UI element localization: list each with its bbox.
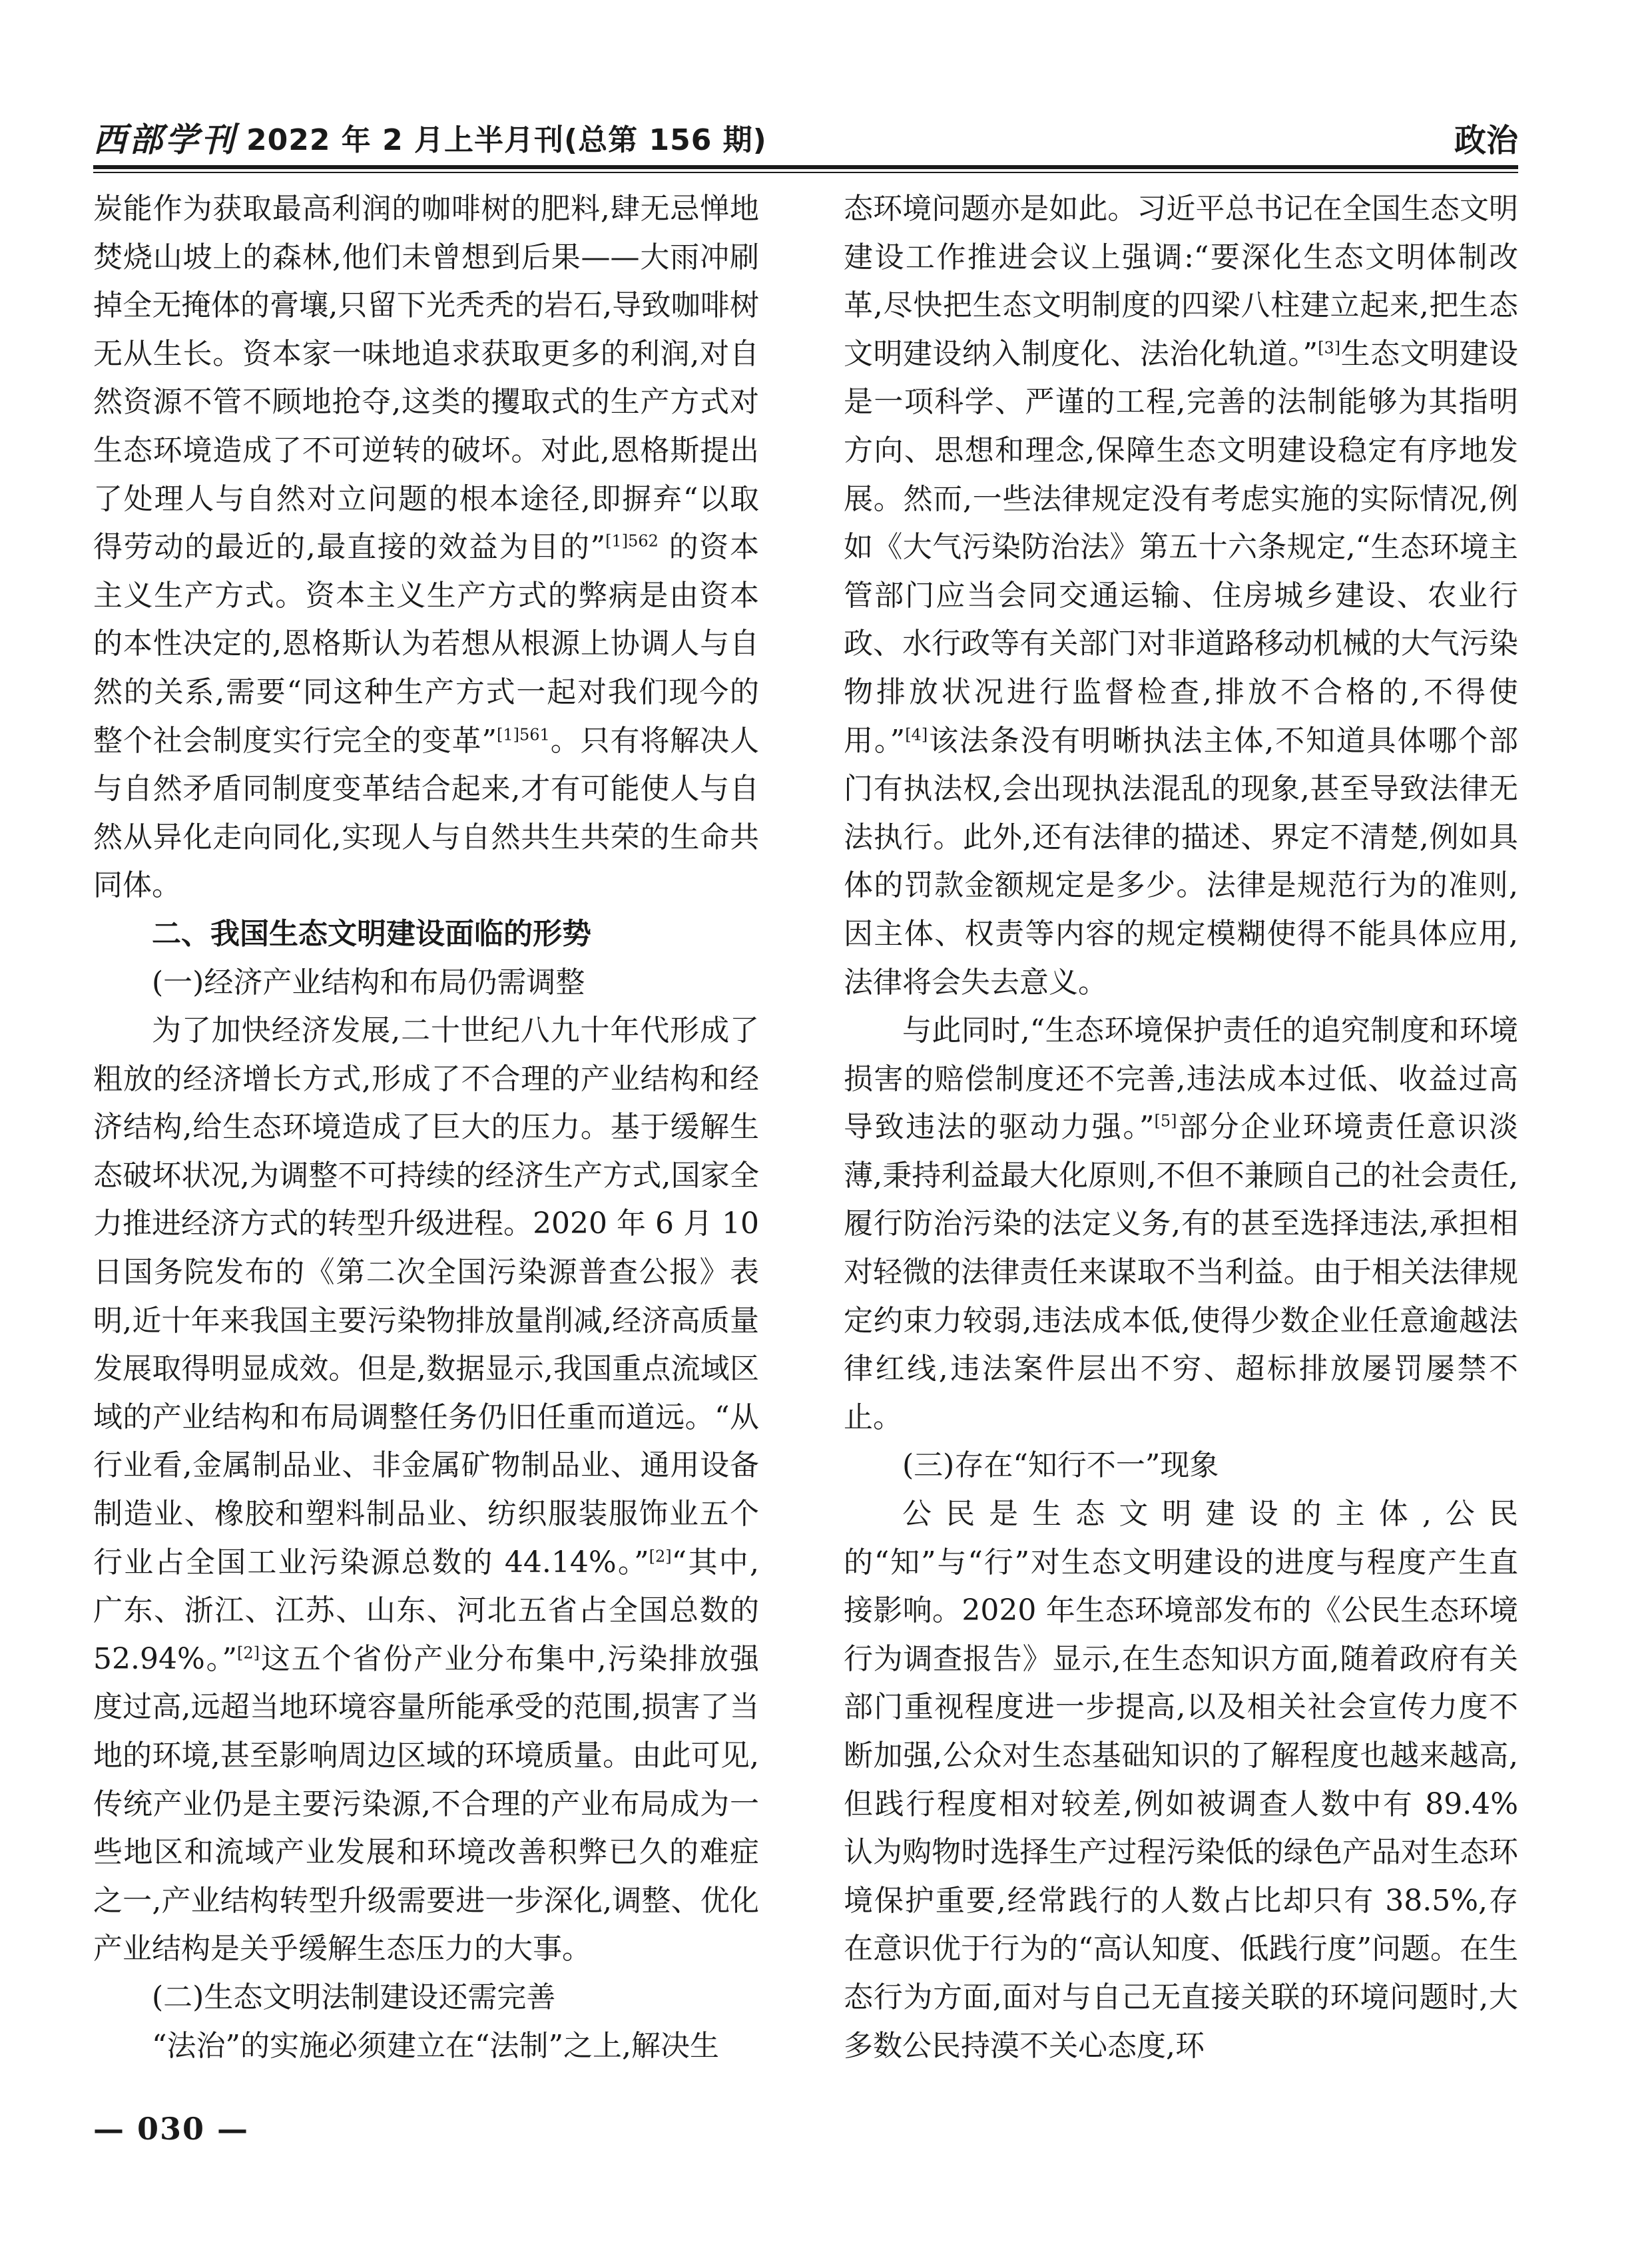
paragraph-text: 。只有将解决人与自然矛盾同制度变革结合起来,才有可能使人与自然从异化走向同化,实现人与自然共生共荣的生命共同体。 — [93, 723, 760, 903]
subsection-heading: (三)存在“知行不一”现象 — [902, 1448, 1219, 1483]
section-heading: 二、我国生态文明建设面临的形势 — [152, 916, 591, 951]
left-column — [93, 185, 759, 2070]
paragraph-text: 与此同时,“生态环境保护责任的追究制度和环境损害的赔偿制度还不完善,违法成本过低、收益过高导致违法的驱动力强。” — [844, 1013, 1518, 1145]
citation: [2] — [649, 1546, 672, 1565]
paragraph-text: 部分企业环境责任意识淡薄,秉持利益最大化原则,不但不兼顾自己的社会责任,履行防治污染的法定义务,有的甚至选择违法,承担相对轻微的法律责任来谋取不当利益。由于相关法律规定约束力较弱,违法成本低,使得少数企业任意逾越法律红线,违法案件层出不穷、超标排放屡罚屡禁不止。 — [844, 1110, 1518, 1434]
journal-name: 西部学刊 — [93, 120, 237, 159]
page-number: — 030 — — [93, 2111, 250, 2147]
paragraph-text: 为了加快经济发展,二十世纪八九十年代形成了粗放的经济增长方式,形成了不合理的产业结构和经济结构,给生态环境造成了巨大的压力。基于缓解生态破坏状况,为调整不可持续的经济生产方式,国家全力推进经济方式的转型升级进程。2020 年 6 月 10 日国务院发布的《第二次全国污染源普查公报》表明,近十年来我国主要污染物排放量削减,经济高质量发展取得明显成效。但是,数据显示,我国重点流域区域的产业结构和布局调整任务仍旧任重而道远。“从行业看,金属制品业、非金属矿物制品业、通用设备制造业、橡胶和塑料制品业、纺织服装服饰业五个行业占全国工业污染源总数的 44.14%。” — [93, 1013, 759, 1579]
issue-info: 2022 年 2 月上半月刊(总第 156 期) — [246, 123, 767, 157]
paragraph-text: 该法条没有明晰执法主体,不知道具体哪个部门有执法权,会出现执法混乱的现象,甚至导致法律无法执行。此外,还有法律的描述、界定不清楚,例如具体的罚款金额规定是多少。法律是规范行为的准则,因主体、权责等内容的规定模糊使得不能具体应用,法律将会失去意义。 — [844, 723, 1518, 999]
paragraph-text: 生态文明建设是一项科学、严谨的工程,完善的法制能够为其指明方向、思想和理念,保障生态文明建设稳定有序地发展。然而,一些法律规定没有考虑实施的实际情况,例如《大气污染防治法》第五十六条规定,“生态环境主管部门应当会同交通运输、住房城乡建设、农业行政、水行政等有关部门对非道路移动机械的大气污染物排放状况进行监督检查,排放不合格的,不得使用。” — [844, 336, 1519, 758]
paragraph-text: 态环境问题亦是如此。习近平总书记在全国生态文明建设工作推进会议上强调:“要深化生态文明体制改革,尽快把生态文明制度的四梁八柱建立起来,把生态文明建设纳入制度化、法治化轨道。” — [844, 192, 1518, 371]
citation: [4] — [905, 724, 928, 744]
paragraph-text: “其中,广东、浙江、江苏、山东、河北五省占全国总数的 52.94%。” — [93, 1545, 759, 1676]
paragraph-text: 的资本主义生产方式。资本主义生产方式的弊病是由资本的本性决定的,恩格斯认为若想从根源上协调人与自然的关系,需要“同这种生产方式一起对我们现今的整个社会制度实行完全的变革” — [93, 530, 759, 758]
subsection-heading: (一)经济产业结构和布局仍需调整 — [152, 965, 585, 999]
paragraph — [93, 185, 759, 910]
header-rule — [93, 165, 1518, 169]
paragraph — [93, 1007, 759, 1974]
paragraph: “法治”的实施必须建立在“法制”之上,解决生 — [152, 2028, 719, 2063]
paragraph — [844, 185, 1518, 1007]
right-column — [844, 185, 1518, 2070]
paragraph: 公民是生态文明建设的主体,公民的“知”与“行”对生态文明建设的进度与程度产生直接影响。2020 年生态环境部发布的《公民生态环境行为调查报告》显示,在生态知识方面,随着政府有关部门重视程度进一步提高,以及相关社会宣传力度不断加强,公众对生态基础知识的了解程度也越来越高,但践行程度相对较差,例如被调查人数中有 89.4% 认为购物时选择生产过程污染低的绿色产品对生态环境保护重要,经常践行的人数占比却只有 38.5%,存在意识优于行为的“高认知度、低践行度”问题。在生态行为方面,面对与自己无直接关联的环境问题时,大多数公民持漠不关心态度,环 — [844, 1497, 1518, 2063]
section-label: 政治 — [1454, 122, 1518, 159]
citation: [5] — [1154, 1111, 1177, 1131]
citation: [1]561 — [497, 724, 550, 744]
paragraph — [844, 1007, 1518, 1442]
paragraph-text: 炭能作为获取最高利润的咖啡树的肥料,肆无忌惮地焚烧山坡上的森林,他们未曾想到后果——大雨冲刷掉全无掩体的膏壤,只留下光秃秃的岩石,导致咖啡树无从生长。资本家一味地追求获取更多的利润,对自然资源不管不顾地抢夺,这类的攫取式的生产方式对生态环境造成了不可逆转的破坏。对此,恩格斯提出了处理人与自然对立问题的根本途径,即摒弃“以取得劳动的最近的,最直接的效益为目的” — [93, 192, 759, 565]
paragraph-text: 这五个省份产业分布集中,污染排放强度过高,远超当地环境容量所能承受的范围,损害了当地的环境,甚至影响周边区域的环境质量。由此可见,传统产业仍是主要污染源,不合理的产业布局成为一些地区和流域产业发展和环境改善积弊已久的难症之一,产业结构转型升级需要进一步深化,调整、优化产业结构是关乎缓解生态压力的大事。 — [93, 1641, 759, 1966]
citation: [3] — [1318, 338, 1341, 358]
header-rule-thin — [93, 172, 1518, 173]
page-header — [93, 112, 1518, 158]
citation: [1]562 — [605, 531, 659, 551]
citation: [2] — [237, 1643, 260, 1663]
subsection-heading: (二)生态文明法制建设还需完善 — [152, 1980, 556, 2014]
